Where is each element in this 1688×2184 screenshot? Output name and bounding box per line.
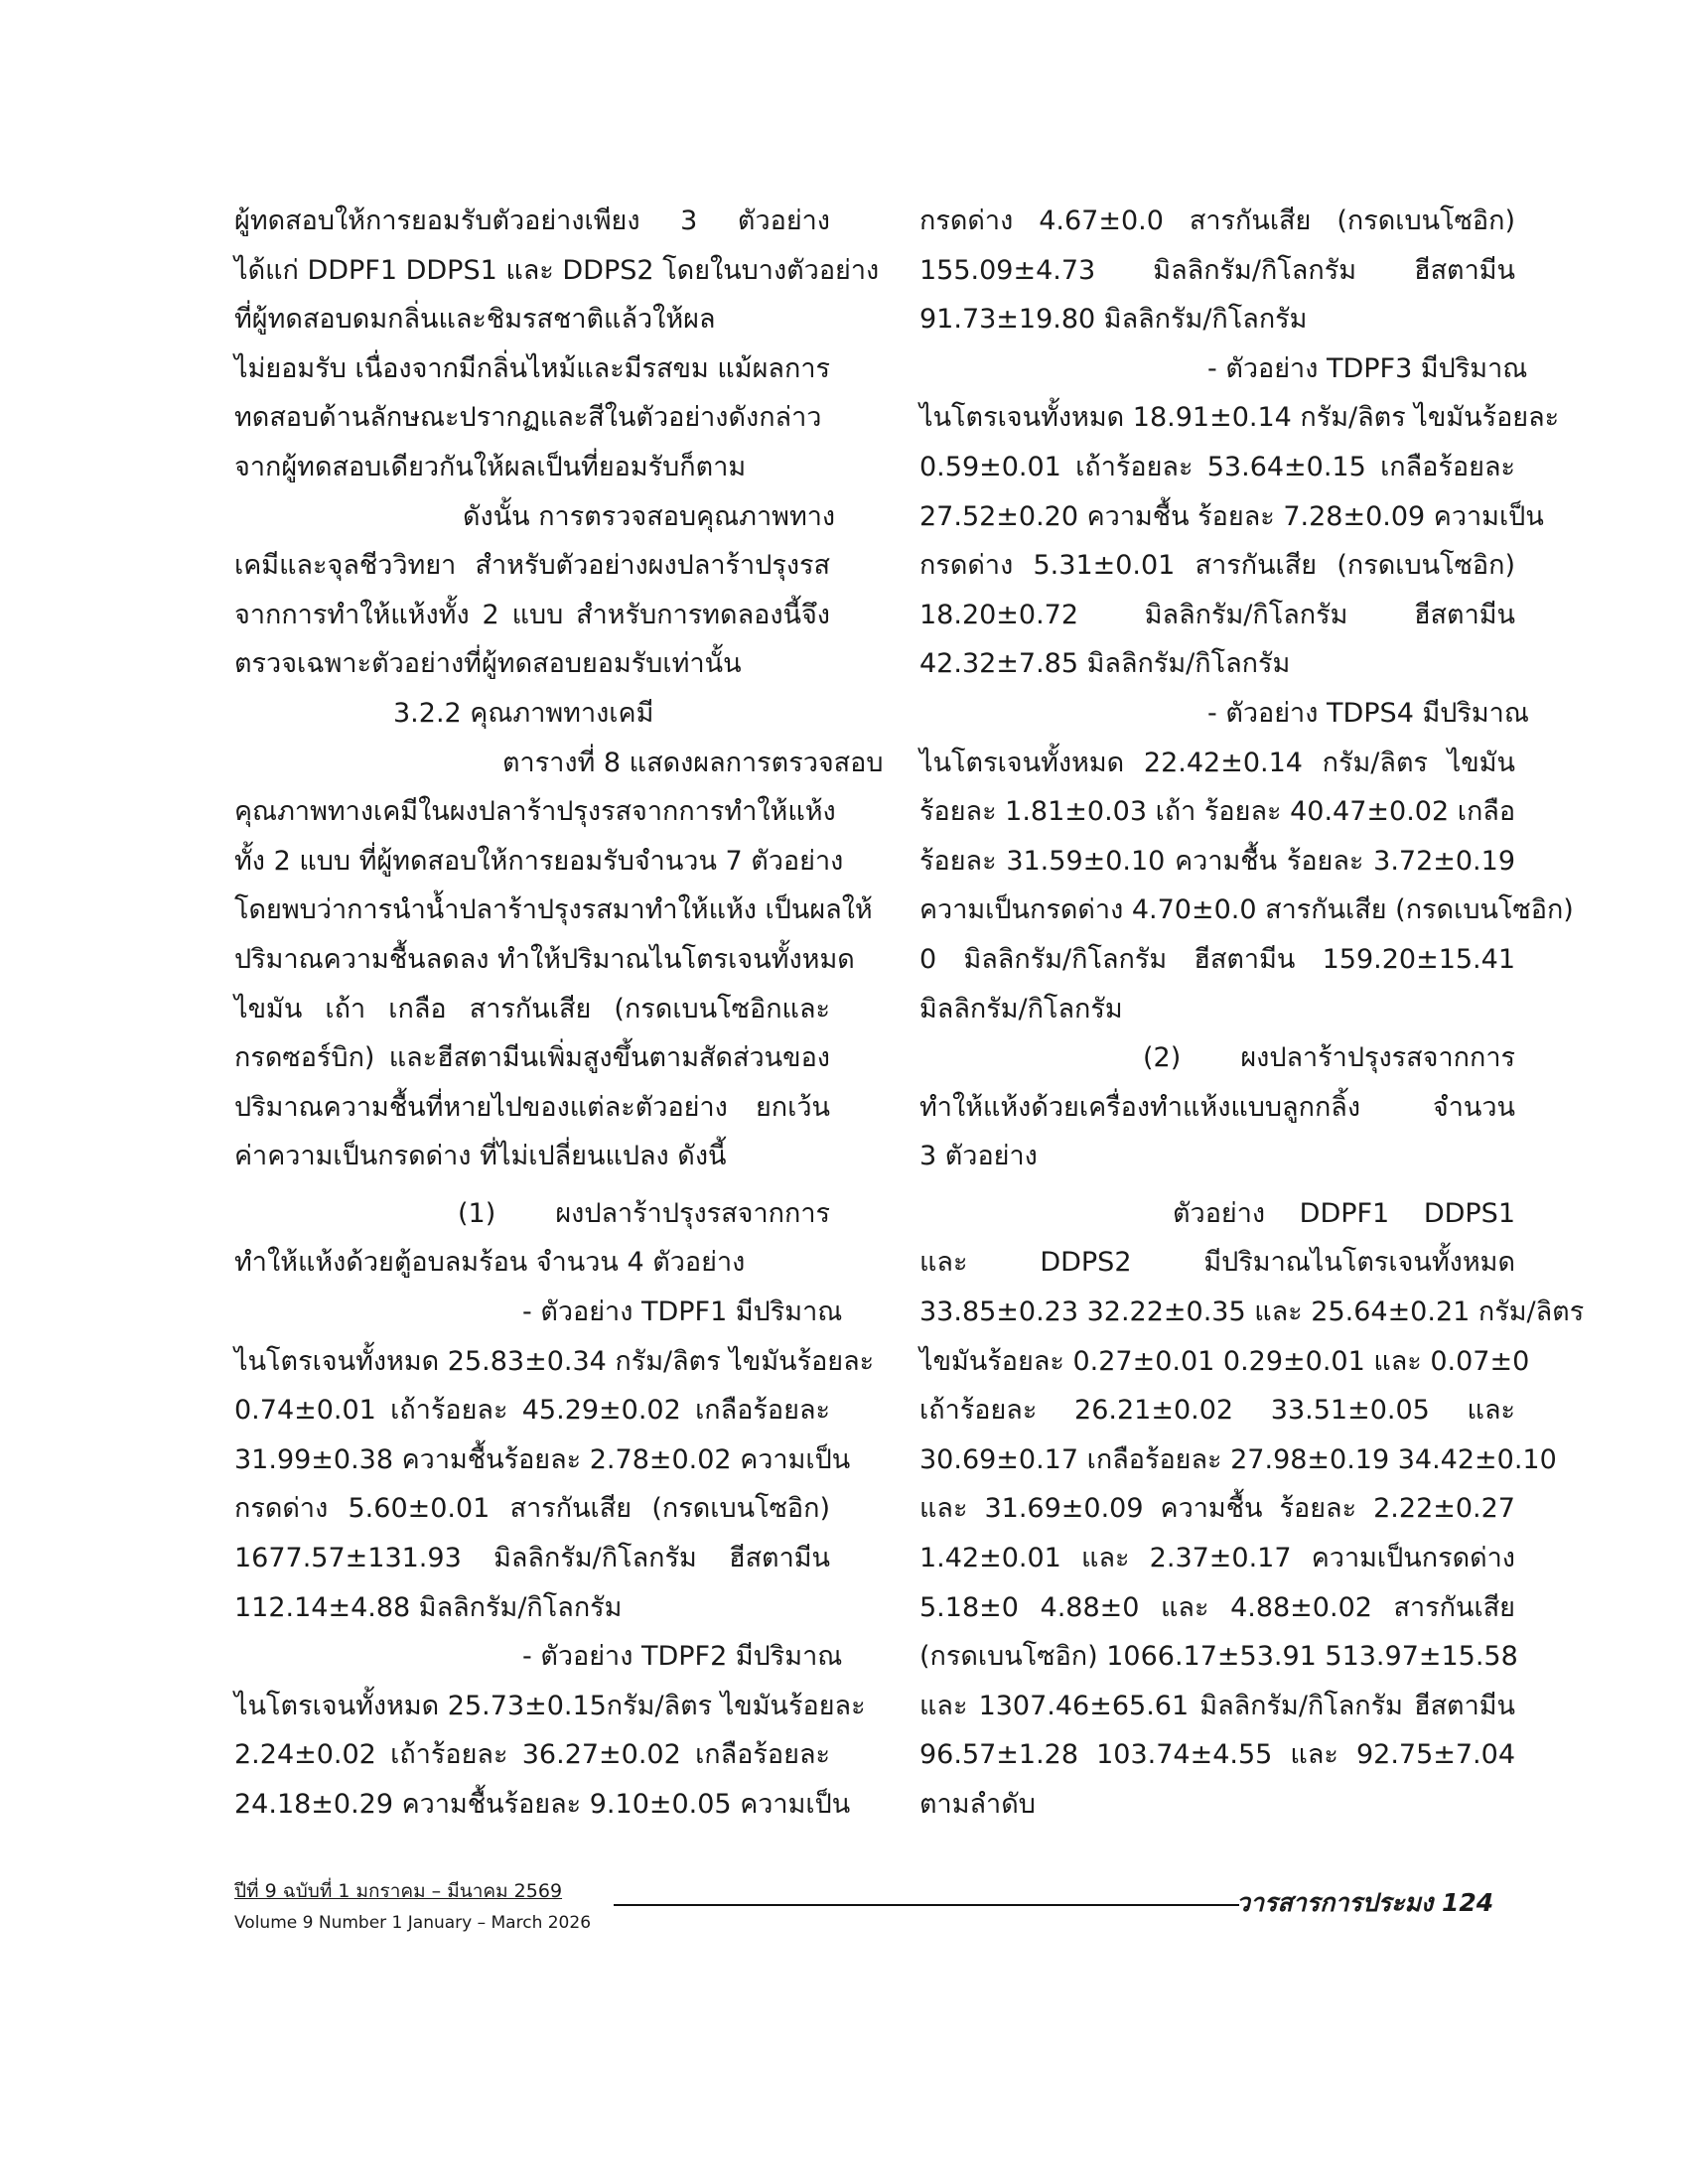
- text-line: และ 1307.46±65.61 มิลลิกรัม/กิโลกรัม ฮีสตามีน: [919, 1690, 1515, 1721]
- text-line: ร้อยละ 1.81±0.03 เถ้า ร้อยละ 40.47±0.02 เกลือ: [919, 796, 1516, 828]
- text-line: 155.09±4.73 มิลลิกรัม/กิโลกรัม ฮีสตามีน: [919, 254, 1515, 286]
- text-line: ตารางที่ 8 แสดงผลการตรวจสอบ: [502, 747, 884, 778]
- text-line: ไนโตรเจนทั้งหมด 25.73±0.15กรัม/ลิตร ไขมันร้อยละ: [234, 1690, 866, 1721]
- volume-english: Volume 9 Number 1 January – March 2026: [234, 1913, 592, 1933]
- volume-thai: ปีที่ 9 ฉบับที่ 1 มกราคม – มีนาคม 2569: [234, 1880, 563, 1902]
- text-line: กรดด่าง 4.67±0.0 สารกันเสีย (กรดเบนโซอิก): [919, 205, 1515, 236]
- text-line: 1.42±0.01 และ 2.37±0.17 ความเป็นกรดด่าง: [919, 1543, 1515, 1574]
- text-line: เถ้าร้อยละ 26.21±0.02 33.51±0.05 และ: [919, 1395, 1515, 1427]
- text-line: ทำให้แห้งด้วยเครื่องทำแห้งแบบลูกกลิ้ง จำนวน: [919, 1091, 1515, 1123]
- text-line: กรดด่าง 5.31±0.01 สารกันเสีย (กรดเบนโซอิก): [919, 550, 1515, 582]
- text-line: ไขมัน เถ้า เกลือ สารกันเสีย (กรดเบนโซอิกและ: [234, 993, 830, 1024]
- text-line: 30.69±0.17 เกลือร้อยละ 27.98±0.19 34.42±0.10: [919, 1443, 1557, 1475]
- text-line: ปริมาณความชื้นลดลง ทำให้ปริมาณไนโตรเจนทั้งหมด: [234, 943, 855, 975]
- journal-page-number: วารสารการประมง 124: [1236, 1888, 1494, 1917]
- text-line: มิลลิกรัม/กิโลกรัม: [919, 993, 1123, 1024]
- text-line: ปริมาณความชื้นที่หายไปของแต่ละตัวอย่าง ยกเว้น: [234, 1091, 830, 1123]
- text-line: 112.14±4.88 มิลลิกรัม/กิโลกรัม: [234, 1591, 623, 1623]
- text-line: คุณภาพทางเคมีในผงปลาร้าปรุงรสจากการทำให้แห้ง: [234, 796, 836, 828]
- text-line: จากการทำให้แห้งทั้ง 2 แบบ สำหรับการทดลองนี้จึง: [234, 599, 830, 630]
- text-line: 27.52±0.20 ความชื้น ร้อยละ 7.28±0.09 ความเป็น: [919, 500, 1544, 532]
- text-line: ไขมันร้อยละ 0.27±0.01 0.29±0.01 และ 0.07±0: [919, 1345, 1530, 1377]
- text-line: 24.18±0.29 ความชื้นร้อยละ 9.10±0.05 ความเป็น: [234, 1789, 851, 1820]
- text-line: 42.32±7.85 มิลลิกรัม/กิโลกรัม: [919, 648, 1291, 680]
- text-line: กรดซอร์บิก) และฮีสตามีนเพิ่มสูงขึ้นตามสัดส่วนของ: [234, 1042, 830, 1074]
- text-line: ทดสอบด้านลักษณะปรากฏและสีในตัวอย่างดังกล่าว: [234, 402, 822, 434]
- section-heading: 3.2.2 คุณภาพทางเคมี: [393, 697, 654, 729]
- text-line: 33.85±0.23 32.22±0.35 และ 25.64±0.21 กรัม/ลิตร: [919, 1297, 1585, 1328]
- text-line: ตามลำดับ: [919, 1789, 1036, 1820]
- text-line: ไนโตรเจนทั้งหมด 25.83±0.34 กรัม/ลิตร ไขมันร้อยละ: [234, 1345, 875, 1377]
- text-line: 2.24±0.02 เถ้าร้อยละ 36.27±0.02 เกลือร้อยละ: [234, 1739, 830, 1771]
- text-line: (กรดเบนโซอิก) 1066.17±53.91 513.97±15.58: [919, 1641, 1518, 1673]
- text-line: กรดด่าง 5.60±0.01 สารกันเสีย (กรดเบนโซอิก): [234, 1493, 830, 1525]
- text-line: 0 มิลลิกรัม/กิโลกรัม ฮีสตามีน 159.20±15.41: [919, 943, 1515, 975]
- text-line: ไนโตรเจนทั้งหมด 22.42±0.14 กรัม/ลิตร ไขมัน: [919, 747, 1515, 778]
- text-line: ทั้ง 2 แบบ ที่ผู้ทดสอบให้การยอมรับจำนวน 7 ตัวอย่าง: [234, 845, 844, 877]
- sample-heading: - ตัวอย่าง TDPF1 มีปริมาณ: [522, 1297, 843, 1328]
- text-line: ความเป็นกรดด่าง 4.70±0.0 สารกันเสีย (กรดเบนโซอิก): [919, 894, 1574, 926]
- text-line: 18.20±0.72 มิลลิกรัม/กิโลกรัม ฮีสตามีน: [919, 599, 1515, 630]
- text-line: 1677.57±131.93 มิลลิกรัม/กิโลกรัม ฮีสตามีน: [234, 1543, 830, 1574]
- text-line: ผู้ทดสอบให้การยอมรับตัวอย่างเพียง 3 ตัวอย่าง: [234, 205, 830, 236]
- sample-heading: ตัวอย่าง DDPF1 DDPS1: [1173, 1197, 1515, 1229]
- sample-heading: - ตัวอย่าง TDPS4 มีปริมาณ: [1207, 697, 1529, 729]
- text-line: ดังนั้น การตรวจสอบคุณภาพทาง: [463, 500, 836, 532]
- subsection-heading: (2) ผงปลาร้าปรุงรสจากการ: [1143, 1042, 1515, 1074]
- left-column: [234, 197, 884, 1830]
- subsection-heading: (1) ผงปลาร้าปรุงรสจากการ: [458, 1197, 830, 1229]
- text-line: ค่าความเป็นกรดด่าง ที่ไม่เปลี่ยนแปลง ดังนี้: [234, 1141, 727, 1172]
- text-line: 5.18±0 4.88±0 และ 4.88±0.02 สารกันเสีย: [919, 1591, 1515, 1623]
- text-line: เคมีและจุลชีววิทยา สำหรับตัวอย่างผงปลาร้าปรุงรส: [234, 550, 830, 582]
- footer-volume: [234, 1877, 612, 1937]
- text-line: 96.57±1.28 103.74±4.55 และ 92.75±7.04: [919, 1739, 1515, 1771]
- text-line: 91.73±19.80 มิลลิกรัม/กิโลกรัม: [919, 304, 1308, 336]
- text-line: 0.59±0.01 เถ้าร้อยละ 53.64±0.15 เกลือร้อยละ: [919, 451, 1515, 482]
- text-line: ได้แก่ DDPF1 DDPS1 และ DDPS2 โดยในบางตัวอย่าง: [234, 254, 880, 286]
- text-line: 3 ตัวอย่าง: [919, 1141, 1038, 1172]
- text-line: ไนโตรเจนทั้งหมด 18.91±0.14 กรัม/ลิตร ไขมันร้อยละ: [919, 402, 1560, 434]
- sample-heading: - ตัวอย่าง TDPF2 มีปริมาณ: [522, 1641, 843, 1673]
- text-line: ตรวจเฉพาะตัวอย่างที่ผู้ทดสอบยอมรับเท่านั้น: [234, 648, 742, 680]
- text-line: 0.74±0.01 เถ้าร้อยละ 45.29±0.02 เกลือร้อยละ: [234, 1395, 830, 1427]
- text-line: ที่ผู้ทดสอบดมกลิ่นและชิมรสชาติแล้วให้ผล: [234, 304, 716, 336]
- text-line: ร้อยละ 31.59±0.10 ความชื้น ร้อยละ 3.72±0.19: [919, 845, 1515, 877]
- text-line: ทำให้แห้งด้วยตู้อบลมร้อน จำนวน 4 ตัวอย่าง: [234, 1247, 746, 1279]
- footer-divider: [614, 1904, 1239, 1906]
- text-line: และ 31.69±0.09 ความชื้น ร้อยละ 2.22±0.27: [919, 1493, 1515, 1525]
- text-line: ไม่ยอมรับ เนื่องจากมีกลิ่นไหม้และมีรสขม แม้ผลการ: [234, 352, 830, 384]
- text-line: 31.99±0.38 ความชื้นร้อยละ 2.78±0.02 ความเป็น: [234, 1443, 851, 1475]
- text-line: จากผู้ทดสอบเดียวกันให้ผลเป็นที่ยอมรับก็ตาม: [234, 451, 747, 482]
- text-line: และ DDPS2 มีปริมาณไนโตรเจนทั้งหมด: [919, 1247, 1515, 1279]
- right-column: [919, 197, 1585, 1830]
- sample-heading: - ตัวอย่าง TDPF3 มีปริมาณ: [1207, 352, 1528, 384]
- text-line: โดยพบว่าการนำน้ำปลาร้าปรุงรสมาทำให้แห้ง เป็นผลให้: [234, 894, 873, 926]
